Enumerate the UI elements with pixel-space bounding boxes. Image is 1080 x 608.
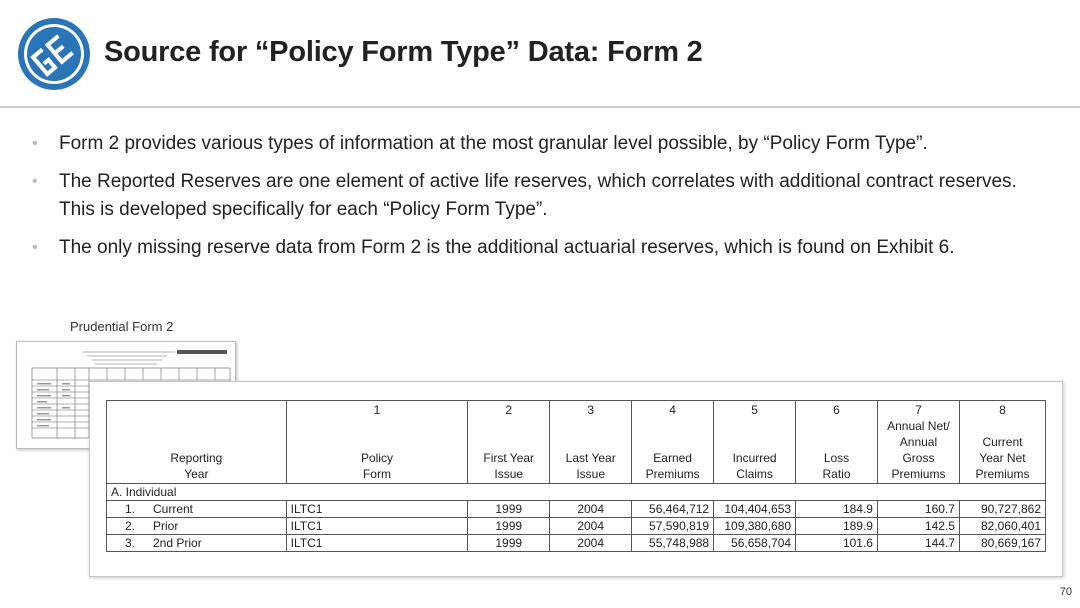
policy-form-cell: ILTC1 <box>286 501 468 518</box>
bullet-dot: • <box>32 239 38 256</box>
first-year-cell: 1999 <box>468 501 550 518</box>
form2-table <box>106 400 1046 552</box>
column-header: Reporting Year <box>107 401 287 484</box>
column-header: 4 Earned Premiums <box>632 401 714 484</box>
table-row <box>107 535 1046 552</box>
first-year-cell: 1999 <box>468 518 550 535</box>
loss-ratio-cell: 189.9 <box>796 518 878 535</box>
figure-caption: Prudential Form 2 <box>70 319 174 334</box>
bullet-dot: • <box>32 135 38 152</box>
net-gross-ratio-cell: 160.7 <box>877 501 959 518</box>
column-header: 8 Current Year Net Premiums <box>959 401 1045 484</box>
incurred-claims-cell: 104,404,653 <box>714 501 796 518</box>
reporting-year-cell: 3. 2nd Prior <box>107 535 287 552</box>
net-gross-ratio-cell: 142.5 <box>877 518 959 535</box>
net-premiums-cell: 90,727,862 <box>959 501 1045 518</box>
earned-premiums-cell: 57,590,819 <box>632 518 714 535</box>
loss-ratio-cell: 101.6 <box>796 535 878 552</box>
column-header: 6 Loss Ratio <box>796 401 878 484</box>
net-premiums-cell: 82,060,401 <box>959 518 1045 535</box>
policy-form-cell: ILTC1 <box>286 535 468 552</box>
bullet-list <box>32 130 1042 272</box>
page-number: 70 <box>1059 586 1072 598</box>
bullet-text: The only missing reserve data from Form 2 is the additional actuarial reserves, which is found on Exhibit 6. <box>59 237 955 258</box>
bullet-text: Form 2 provides various types of information at the most granular level possible, by “Policy Form Type”. <box>59 133 928 154</box>
first-year-cell: 1999 <box>468 535 550 552</box>
net-gross-ratio-cell: 144.7 <box>877 535 959 552</box>
earned-premiums-cell: 56,464,712 <box>632 501 714 518</box>
bullet-text: The Reported Reserves are one element of active life reserves, which correlates with additional contract reserves. This is developed specifically for each “Policy Form Type”. <box>59 171 1017 220</box>
net-premiums-cell: 80,669,167 <box>959 535 1045 552</box>
column-header: 3 Last Year Issue <box>550 401 632 484</box>
bullet-item <box>32 130 1042 158</box>
column-header: 5 Incurred Claims <box>714 401 796 484</box>
form2-excerpt-panel <box>89 381 1063 577</box>
company-logo-icon <box>17 17 91 91</box>
slide-title: Source for “Policy Form Type” Data: Form 2 <box>104 36 703 68</box>
column-header: 1 Policy Form <box>286 401 468 484</box>
column-header: 2 First Year Issue <box>468 401 550 484</box>
reporting-year-cell: 2. Prior <box>107 518 287 535</box>
loss-ratio-cell: 184.9 <box>796 501 878 518</box>
last-year-cell: 2004 <box>550 535 632 552</box>
policy-form-cell: ILTC1 <box>286 518 468 535</box>
table-row <box>107 518 1046 535</box>
section-label: A. Individual <box>107 484 1046 501</box>
incurred-claims-cell: 109,380,680 <box>714 518 796 535</box>
incurred-claims-cell: 56,658,704 <box>714 535 796 552</box>
table-header-row <box>107 401 1046 484</box>
section-row <box>107 484 1046 501</box>
column-header: 7 Annual Net/ Annual Gross Premiums <box>877 401 959 484</box>
bullet-item <box>32 168 1042 224</box>
bullet-dot: • <box>32 173 38 190</box>
bullet-item <box>32 234 1042 262</box>
table-row <box>107 501 1046 518</box>
reporting-year-cell: 1. Current <box>107 501 287 518</box>
last-year-cell: 2004 <box>550 518 632 535</box>
earned-premiums-cell: 55,748,988 <box>632 535 714 552</box>
title-divider <box>0 106 1080 108</box>
last-year-cell: 2004 <box>550 501 632 518</box>
